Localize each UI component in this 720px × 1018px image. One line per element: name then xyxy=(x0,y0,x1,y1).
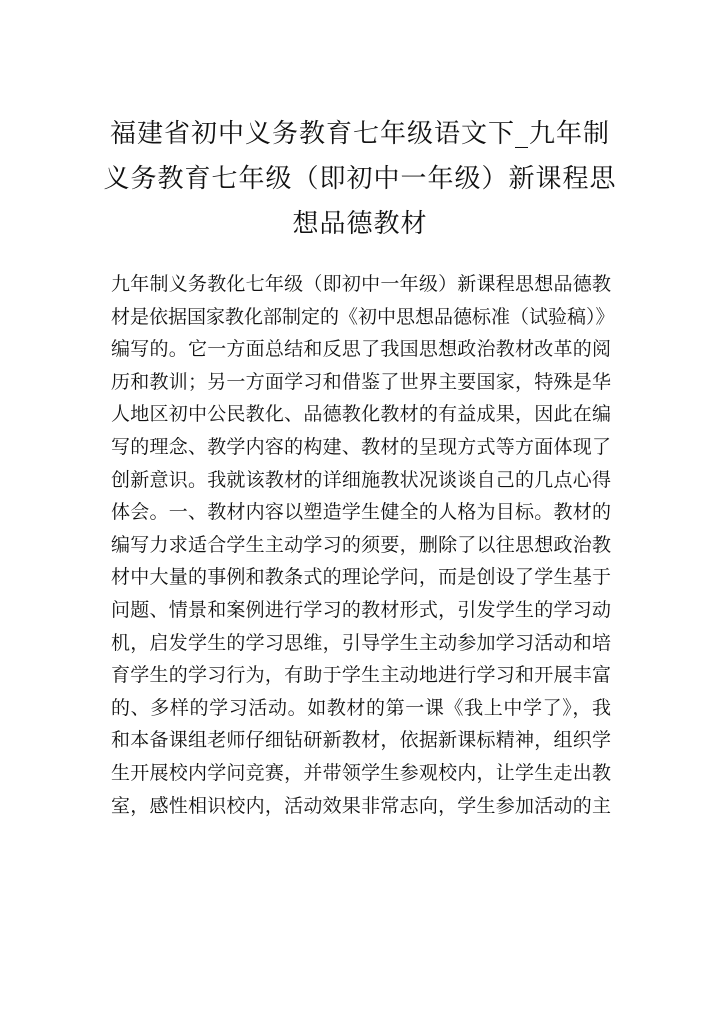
body-line: 编写力求适合学生主动学习的须要，删除了以往思想政治教 xyxy=(111,533,611,556)
body-line: 育学生的学习行为，有助于学生主动地进行学习和开展丰富 xyxy=(111,664,611,687)
body-line: 人地区初中公民教化、品德教化教材的有益成果，因此在编 xyxy=(111,403,611,426)
body-line: 材中大量的事例和教条式的理论学问，而是创设了学生基于 xyxy=(111,566,611,589)
body-line: 的、多样的学习活动。如教材的第一课《我上中学了》，我 xyxy=(111,696,611,719)
body-line: 和本备课组老师仔细钻研新教材，依据新课标精神，组织学 xyxy=(111,729,611,752)
body-line: 编写的。它一方面总结和反思了我国思想政治教材改革的阅 xyxy=(111,338,611,361)
body-line: 九年制义务教化七年级（即初中一年级）新课程思想品德教 xyxy=(111,273,611,295)
body-line: 生开展校内学问竞赛，并带领学生参观校内，让学生走出教 xyxy=(111,761,611,784)
body-line: 创新意识。我就该教材的详细施教状况谈谈自己的几点心得 xyxy=(111,468,611,491)
body-line: 机，启发学生的学习思维，引导学生主动参加学习活动和培 xyxy=(111,631,611,654)
body-line: 写的理念、教学内容的构建、教材的呈现方式等方面体现了 xyxy=(111,435,611,458)
title-line: 义务教育七年级（即初中一年级）新课程思 xyxy=(103,164,617,194)
body-line: 问题、情景和案例进行学习的教材形式，引发学生的学习动 xyxy=(111,598,611,621)
body-line: 历和教训；另一方面学习和借鉴了世界主要国家，特殊是华 xyxy=(111,370,611,393)
body-line: 室，感性相识校内，活动效果非常志向，学生参加活动的主 xyxy=(111,794,611,817)
body-line: 体会。一、教材内容以塑造学生健全的人格为目标。教材的 xyxy=(111,501,611,524)
document-body xyxy=(111,268,615,822)
body-line: 材是依据国家教化部制定的《初中思想品德标准（试验稿）》 xyxy=(111,305,615,328)
document-title xyxy=(100,112,620,247)
title-line: 福建省初中义务教育七年级语文下_九年制 xyxy=(109,119,610,149)
title-line: 想品德教材 xyxy=(292,209,428,239)
